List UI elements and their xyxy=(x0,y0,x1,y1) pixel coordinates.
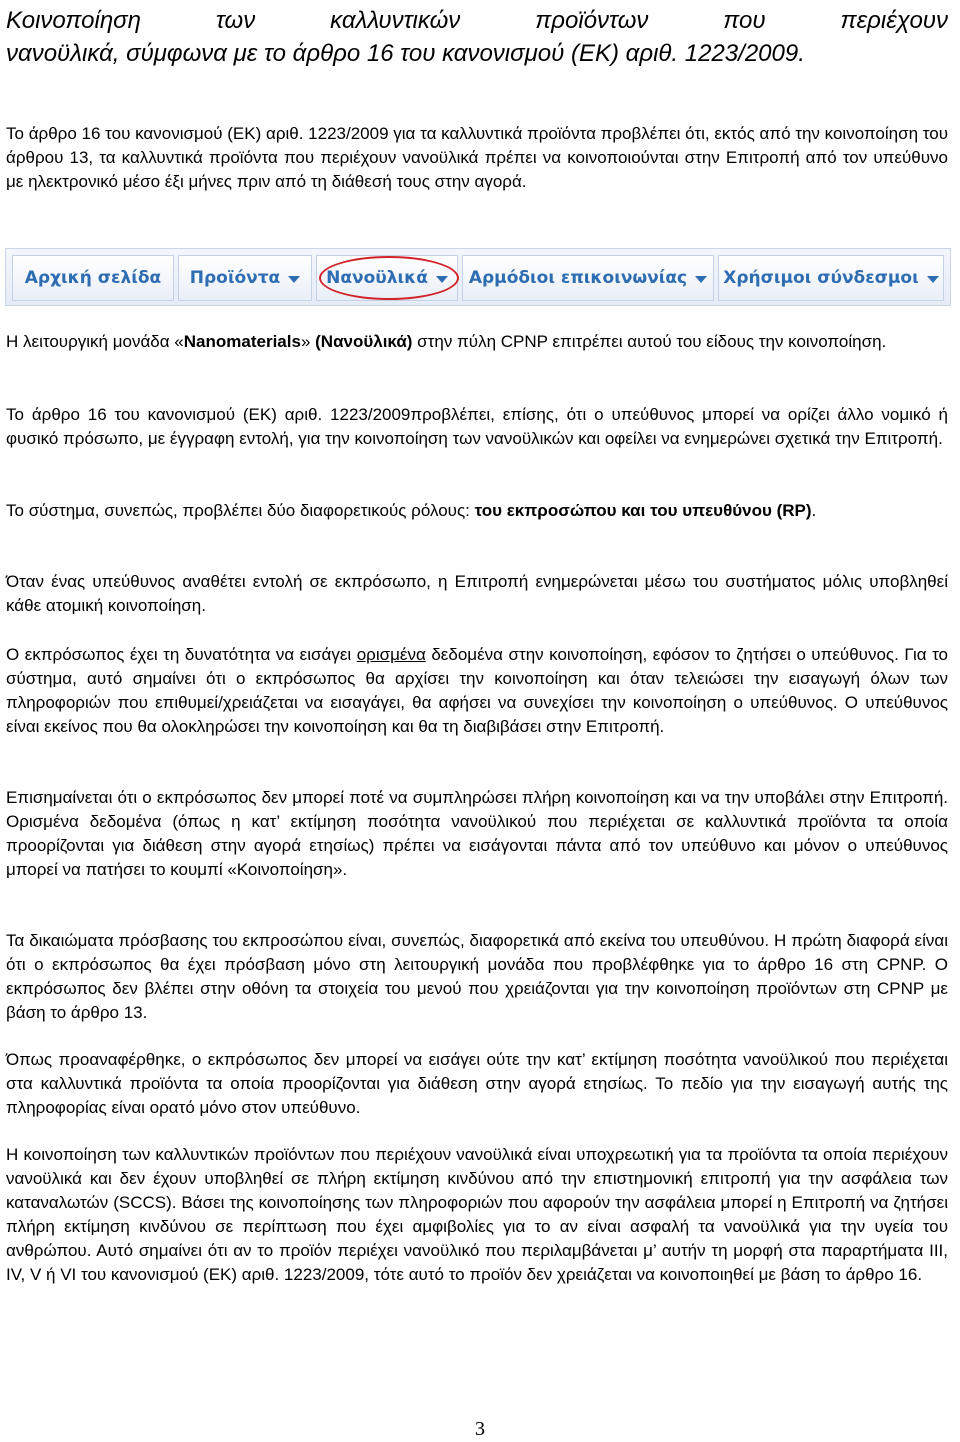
nav-home[interactable] xyxy=(12,255,174,301)
nav-nanomaterials[interactable] xyxy=(316,255,458,301)
intro-paragraph: Το άρθρο 16 του κανονισμού (ΕΚ) αριθ. 1223/2009 για τα καλλυντικά προϊόντα προβλέπει ότι, εκτός από την κοινοποίηση του άρθρου 13, τα καλλυντικά προϊόντα που περιέχουν νανοϋλικά πρέπει να κοινοποιούνται στην Επιτροπή από τον υπεύθυνο με ηλεκτρονικό μέσο έξι μήνες πριν από τη διάθεσή τους στην αγορά. xyxy=(6,124,948,191)
p3-roles-bold: του εκπροσώπου και του υπευθύνου (RP) xyxy=(474,501,812,520)
title-line-2: νανοϋλικά, σύμφωνα με το άρθρο 16 του κανονισμού (ΕΚ) αριθ. 1223/2009. xyxy=(6,40,805,67)
document-title xyxy=(6,0,948,70)
cpnp-navigation-bar xyxy=(5,248,951,306)
p1-text-e: στην πύλη CPNP επιτρέπει αυτού του είδους την κοινοποίηση. xyxy=(412,332,887,351)
nav-home-label: Αρχική σελίδα xyxy=(24,268,162,288)
p1-text-c: » xyxy=(300,332,316,351)
paragraph-quantity-field: Όπως προαναφέρθηκε, ο εκπρόσωπος δεν μπορεί να εισάγει ούτε την κατ’ εκτίμηση ποσότητα νανοϋλικού που περιέχεται στα καλλυντικά προϊόντα τα οποία προορίζονται για διάθεση στην αγορά ετησίως. Το πεδίο για την εισαγωγή αυτής της πληροφορίας είναι ορατό μόνο στον υπεύθυνο. xyxy=(6,1050,948,1117)
p5-text-c: δεδομένα στην κοινοποίηση, εφόσον το ζητήσει ο υπεύθυνος. Για το σύστημα, αυτό σημαίνει ότι ο εκπρόσωπος θα αρχίσει την κοινοποίηση και όταν τελειώσει την εισαγωγή όλων των πληροφοριών που επιθυμεί/χρειάζεται να εισαγάγει, θα αφήσει να συνεχίσει την κοινοποίηση ο υπεύθυνος. Ο υπεύθυνος είναι εκείνος που θα ολοκληρώσει την κοινοποίηση και θα τη διαβιβάσει στην Επιτροπή. xyxy=(6,645,948,736)
paragraph-mandate-notification: Όταν ένας υπεύθυνος αναθέτει εντολή σε εκπρόσωπο, η Επιτροπή ενημερώνεται μέσω του συστήματος μόλις υποβληθεί κάθε ατομική κοινοποίηση. xyxy=(6,572,948,615)
paragraph-roles xyxy=(6,499,948,523)
nav-contacts[interactable] xyxy=(462,255,714,301)
p1-text-a: Η λειτουργική μονάδα « xyxy=(6,332,184,351)
p1-module-greek: (Νανοϋλικά) xyxy=(315,332,413,351)
p3-text-a: Το σύστημα, συνεπώς, προβλέπει δύο διαφορετικούς ρόλους: xyxy=(6,501,475,520)
p5-text-a: Ο εκπρόσωπος έχει τη δυνατότητα να εισάγει xyxy=(6,645,357,664)
nav-products[interactable] xyxy=(178,255,312,301)
nav-useful-links[interactable] xyxy=(718,255,944,301)
title-line-1: Κοινοποίηση των καλλυντικών προϊόντων που περιέχουν xyxy=(6,7,948,34)
paragraph-nanomaterials-module xyxy=(6,330,948,354)
nav-contacts-label: Αρμόδιοι επικοινωνίας xyxy=(468,268,688,288)
paragraph-mandatory-notification: Η κοινοποίηση των καλλυντικών προϊόντων που περιέχουν νανοϋλικά είναι υποχρεωτική για τα προϊόντα τα οποία περιέχουν νανοϋλικά και δεν έχουν υποβληθεί σε πλήρη εκτίμηση κινδύνου από την επιστημονική επιτροπή για την ασφάλεια των καταναλωτών (SCCS). Βάσει της κοινοποίησης των πληροφοριών που αφορούν την ασφάλεια μπορεί η Επιτροπή να ζητήσει πλήρη εκτίμηση κινδύνου σε περίπτωση που έχει αμφιβολίες για το αν είναι ασφαλή τα νανοϋλικά για την υγεία του ανθρώπου. Αυτό σημαίνει ότι αν το προϊόν περιέχει νανοϋλικό που περιλαμβάνεται μ’ αυτήν τη μορφή στα παραρτήματα III, IV, V ή VI του κανονισμού (ΕΚ) αριθ. 1223/2009, τότε αυτό το προϊόν δεν χρειάζεται να κοινοποιηθεί με βάση το άρθρο 16. xyxy=(6,1145,948,1284)
p5-underlined-word: ορισμένα xyxy=(356,645,426,664)
paragraph-representative-mandate: Το άρθρο 16 του κανονισμού (ΕΚ) αριθ. 1223/2009προβλέπει, επίσης, ότι ο υπεύθυνος μπορεί να ορίζει άλλο νομικό ή φυσικό πρόσωπο, με έγγραφη εντολή, για την κοινοποίηση των νανοϋλικών και οφείλει να ενημερώνει σχετικά την Επιτροπή. xyxy=(6,405,948,448)
paragraph-representative-limits: Επισημαίνεται ότι ο εκπρόσωπος δεν μπορεί ποτέ να συμπληρώσει πλήρη κοινοποίηση και να την υποβάλει στην Επιτροπή. Ορισμένα δεδομένα (όπως η κατ’ εκτίμηση ποσότητα νανοϋλικού που περιέχεται σε καλλυντικά προϊόντα τα οποία προορίζονται για διάθεση στην αγορά ετησίως) πρέπει να εισάγονται πάντα από τον υπεύθυνο και μόνον ο υπεύθυνος μπορεί να πατήσει το κουμπί «Κοινοποίηση». xyxy=(6,788,948,879)
nav-nanomaterials-label: Νανοϋλικά xyxy=(326,268,428,288)
chevron-down-icon xyxy=(927,276,939,283)
nav-products-label: Προϊόντα xyxy=(189,268,281,288)
p3-text-c: . xyxy=(811,501,817,520)
paragraph-representative-data xyxy=(6,643,948,739)
chevron-down-icon xyxy=(288,276,300,283)
p1-module-name: Nanomaterials xyxy=(183,332,301,351)
paragraph-access-rights: Τα δικαιώματα πρόσβασης του εκπροσώπου είναι, συνεπώς, διαφορετικά από εκείνα του υπευθύνου. Η πρώτη διαφορά είναι ότι ο εκπρόσωπος θα έχει πρόσβαση μόνο στη λειτουργική μονάδα που προβλέφθηκε για το άρθρο 16 στη CPNP. Ο εκπρόσωπος δεν βλέπει στην οθόνη τα στοιχεία του μενού που χρειάζονται για την κοινοποίηση προϊόντων στη CPNP με βάση το άρθρο 13. xyxy=(6,931,948,1022)
chevron-down-icon xyxy=(695,276,707,283)
chevron-down-icon xyxy=(436,276,448,283)
page-number: 3 xyxy=(475,1418,485,1440)
nav-useful-links-label: Χρήσιμοι σύνδεσμοι xyxy=(723,268,919,288)
